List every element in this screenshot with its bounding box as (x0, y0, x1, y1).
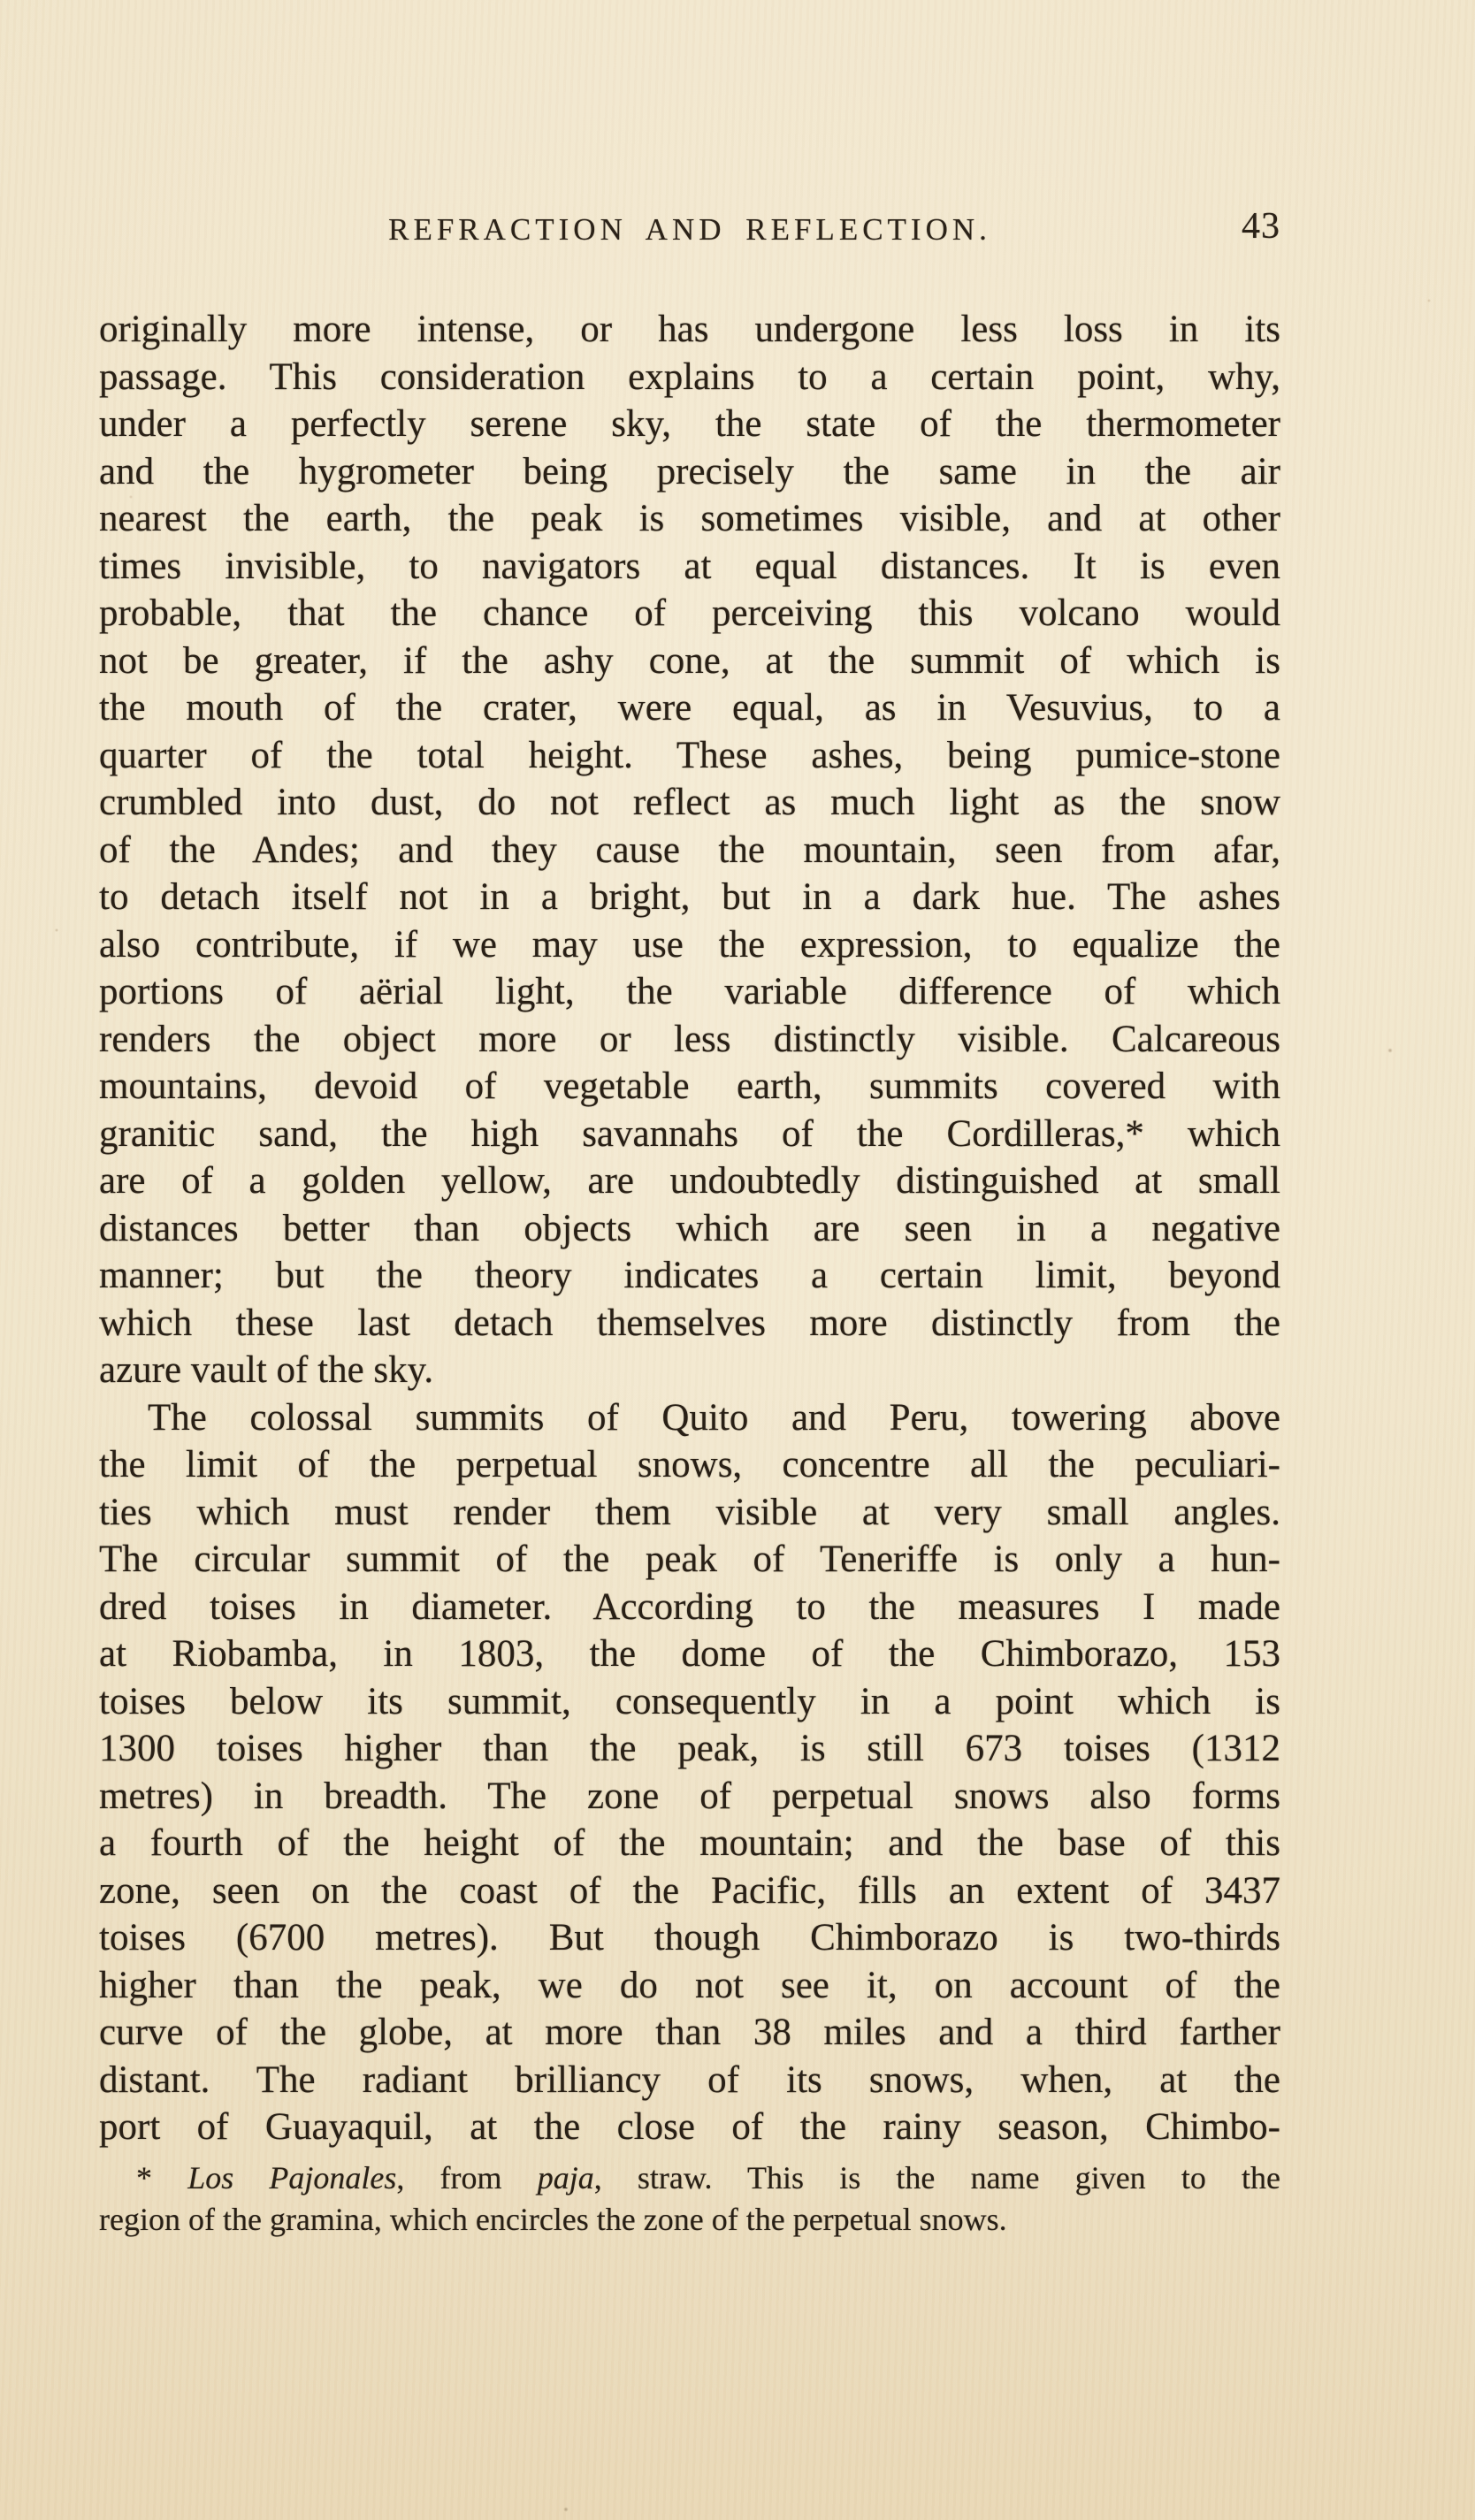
text-line: of the Andes; and they cause the mountain, seen from afar, (99, 829, 1280, 871)
running-title: REFRACTION AND REFLECTION. (388, 212, 991, 247)
text-line (99, 2157, 1280, 2199)
text-line: renders the object more or less distinctly visible. Calcareous (99, 1018, 1280, 1060)
text-line: granitic sand, the high savannahs of the Cordilleras,* which (99, 1112, 1280, 1155)
text-line: passage. This consideration explains to a certain point, why, (99, 355, 1280, 398)
text-line: toises below its summit, consequently in a point which is (99, 1680, 1280, 1722)
text-segment: , from (396, 2160, 538, 2195)
text-segment: * (136, 2160, 188, 2195)
text-line: the limit of the perpetual snows, concentre all the peculiari- (99, 1444, 1280, 1485)
text-line: at Riobamba, in 1803, the dome of the Chimborazo, 153 (99, 1633, 1280, 1675)
text-line: the mouth of the crater, were equal, as in Vesuvius, to a (99, 687, 1280, 729)
text-line: mountains, devoid of vegetable earth, summits covered with (99, 1065, 1280, 1107)
text-line: originally more intense, or has undergone less loss in its (99, 309, 1280, 350)
text-line: are of a golden yellow, are undoubtedly distinguished at small (99, 1160, 1280, 1202)
text-line: crumbled into dust, do not reflect as much light as the snow (99, 782, 1280, 823)
text-line: metres) in breadth. The zone of perpetual snows also forms (99, 1775, 1280, 1817)
text-line: quarter of the total height. These ashes, being pumice-stone (99, 734, 1280, 776)
text-line: also contribute, if we may use the expression, to equalize the (99, 923, 1280, 966)
text-line: toises (6700 metres). But though Chimborazo is two-thirds (99, 1917, 1280, 1959)
text-line: portions of aërial light, the variable difference of which (99, 971, 1280, 1012)
text-line: ties which must render them visible at very small angles. (99, 1491, 1280, 1533)
text-line: port of Guayaquil, at the close of the rainy season, Chimbo- (99, 2106, 1280, 2148)
text-line: not be greater, if the ashy cone, at the summit of which is (99, 639, 1280, 682)
text-line (99, 2199, 1280, 2241)
text-line: distances better than objects which are seen in a negative (99, 1207, 1280, 1249)
italic-term: paja (537, 2160, 594, 2195)
text-line: higher than the peak, we do not see it, on account of the (99, 1964, 1280, 2006)
text-line: to detach itself not in a bright, but in a dark hue. The ashes (99, 876, 1280, 918)
text-line: under a perfectly serene sky, the state of the thermometer (99, 403, 1280, 445)
text-line: manner; but the theory indicates a certain limit, beyond (99, 1255, 1280, 1296)
text-line: which these last detach themselves more distinctly from the (99, 1302, 1280, 1344)
text-line: and the hygrometer being precisely the same in the air (99, 450, 1280, 493)
text-line: a fourth of the height of the mountain; and the base of this (99, 1822, 1280, 1864)
footnote (99, 2157, 1280, 2241)
text-line: dred toises in diameter. According to the measures I made (99, 1585, 1280, 1628)
text-line: The circular summit of the peak of Teneriffe is only a hun- (99, 1539, 1280, 1580)
text-line: times invisible, to navigators at equal distances. It is even (99, 545, 1280, 587)
text-segment: , straw. This is the name given to the (593, 2160, 1281, 2195)
body-text (99, 306, 1280, 2151)
text-segment: region of the gramina, which encircles the zone of the perpetual snows. (99, 2202, 1007, 2237)
text-line: distant. The radiant brilliancy of its snows, when, at the (99, 2058, 1280, 2101)
text-line: The colossal summits of Quito and Peru, towering above (148, 1396, 1280, 1439)
page-header (99, 206, 1280, 249)
text-line: zone, seen on the coast of the Pacific, fills an extent of 3437 (99, 1869, 1280, 1912)
page-number: 43 (1242, 206, 1280, 247)
text-line: azure vault of the sky. (99, 1349, 434, 1391)
italic-term: Los Pajonales (187, 2160, 397, 2195)
text-line: probable, that the chance of perceiving this volcano would (99, 592, 1280, 634)
text-line: 1300 toises higher than the peak, is still 673 toises (1312 (99, 1728, 1280, 1769)
text-line: nearest the earth, the peak is sometimes visible, and at other (99, 498, 1280, 539)
text-line: curve of the globe, at more than 38 miles and a third farther (99, 2012, 1280, 2053)
